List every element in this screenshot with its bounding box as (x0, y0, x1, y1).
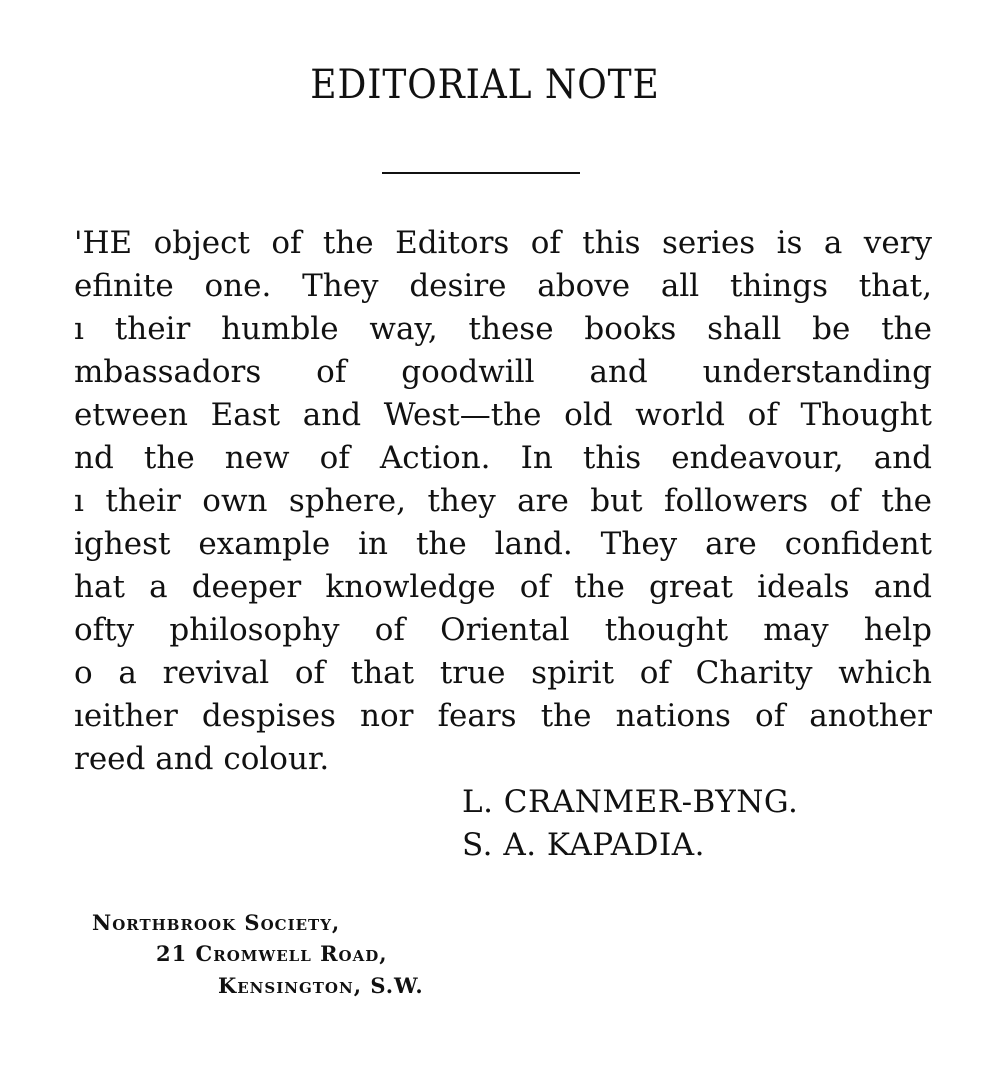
body-line: efinite one. They desire above all things that, (74, 268, 932, 304)
title-divider (382, 172, 580, 174)
page-title: EDITORIAL NOTE (310, 62, 660, 108)
body-line: ı their own sphere, they are but followers of the (74, 483, 932, 519)
address-line-district: Kensington, S.W. (218, 973, 424, 998)
body-line: ıeither despises nor fears the nations of another (74, 698, 932, 734)
signature-cranmer-byng: L. CRANMER-BYNG. (462, 784, 799, 820)
address-line-street: 21 Cromwell Road, (156, 941, 388, 966)
body-line: ighest example in the land. They are confident (74, 526, 932, 562)
body-line: o a revival of that true spirit of Charity which (74, 655, 932, 691)
address-line-society: Northbrook Society, (92, 910, 341, 935)
body-line: ı their humble way, these books shall be the (74, 311, 932, 347)
body-line: etween East and West—the old world of Thought (74, 397, 932, 433)
body-line: 'HE object of the Editors of this series is a very (74, 225, 932, 261)
editorial-body (74, 222, 932, 781)
body-line-last: reed and colour. (74, 741, 330, 777)
signature-kapadia: S. A. KAPADIA. (462, 827, 705, 863)
body-line: mbassadors of goodwill and understanding (74, 354, 932, 390)
body-line: hat a deeper knowledge of the great ideals and (74, 569, 932, 605)
body-line: nd the new of Action. In this endeavour, and (74, 440, 932, 476)
body-line: ofty philosophy of Oriental thought may help (74, 612, 932, 648)
